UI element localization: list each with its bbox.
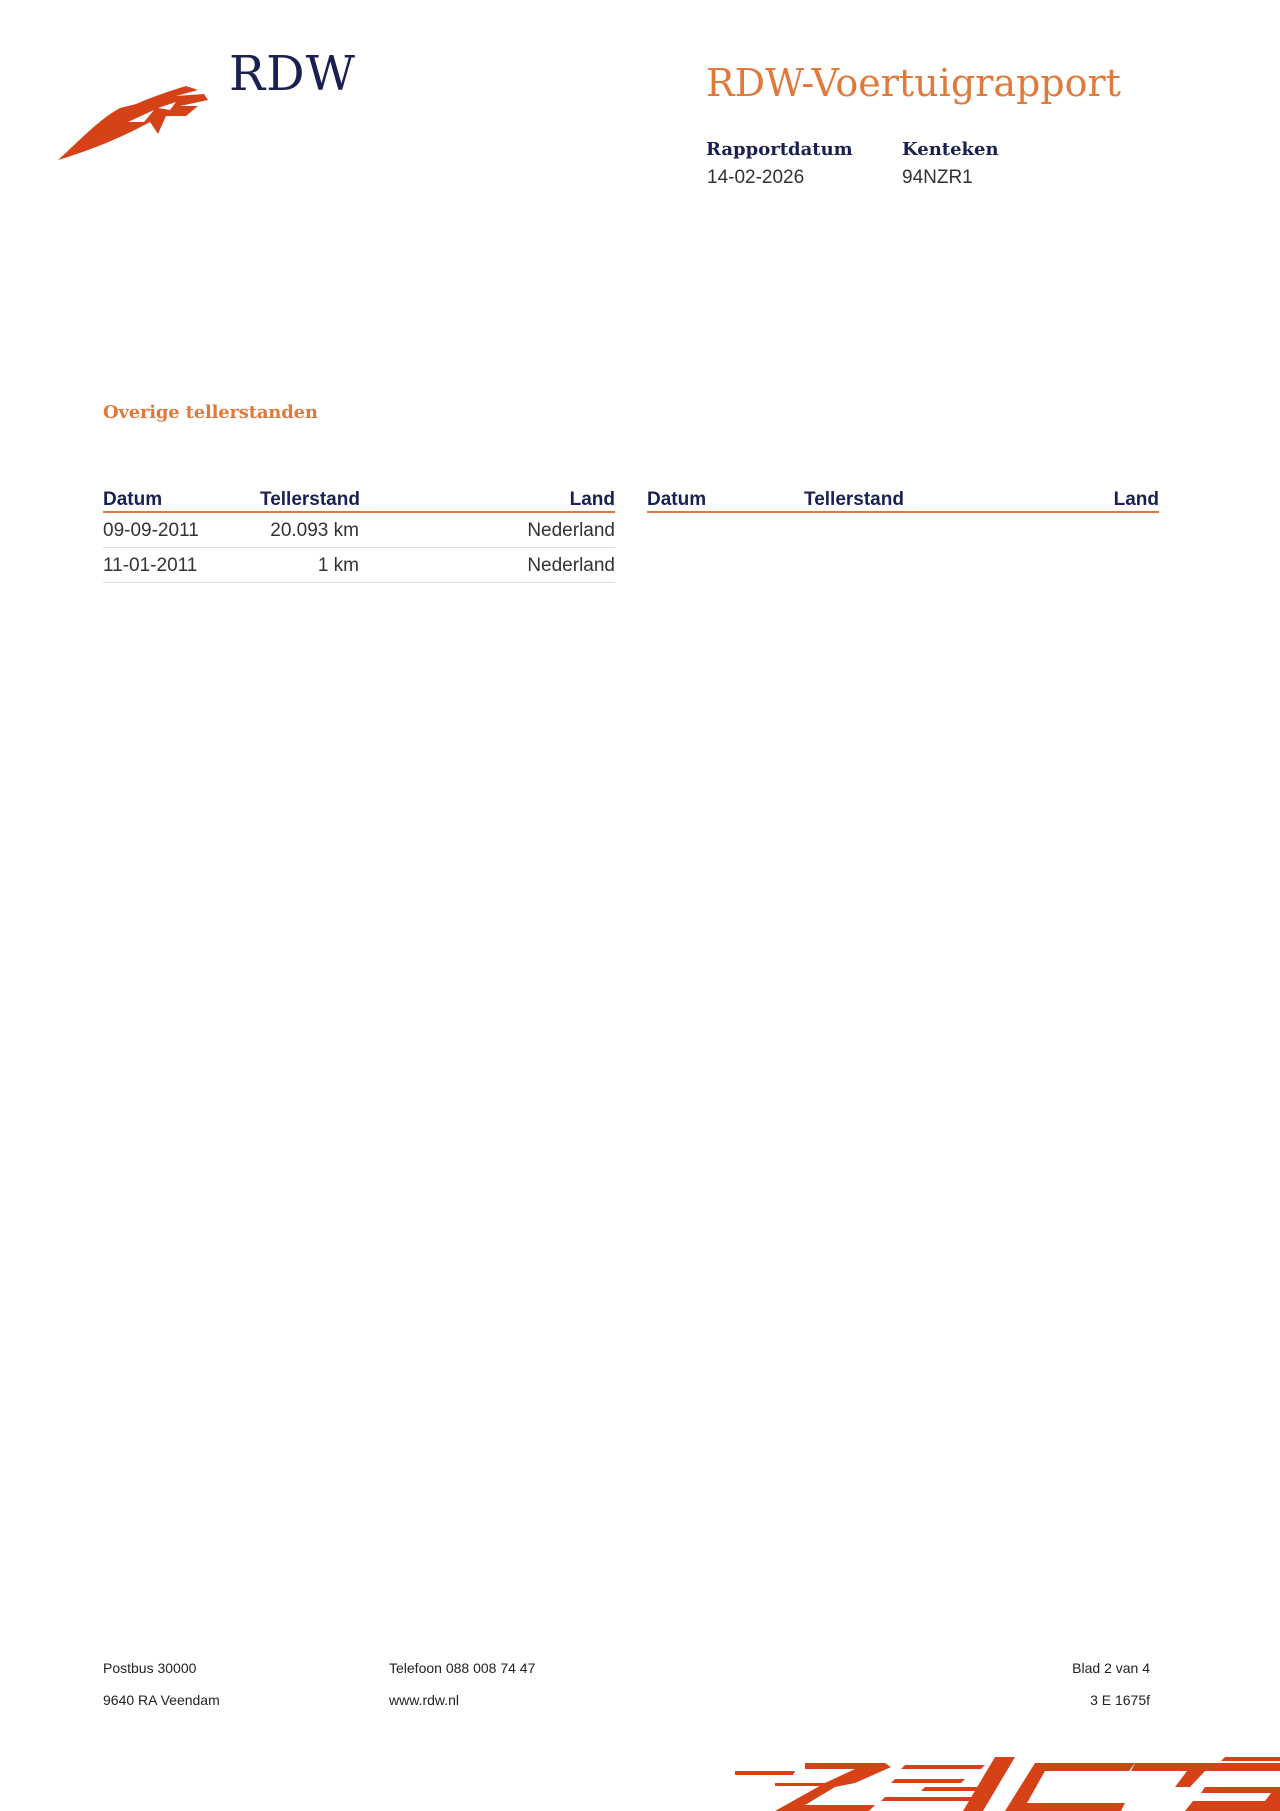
kenteken-label: Kenteken	[902, 139, 999, 160]
section-heading: Overige tellerstanden	[103, 402, 318, 423]
column-header-land: Land	[1113, 489, 1159, 510]
rapportdatum-value: 14-02-2026	[707, 167, 805, 188]
column-header-tellerstand: Tellerstand	[260, 489, 360, 510]
footer-postbus: Postbus 30000	[103, 1660, 197, 1676]
footer-stripes-icon	[735, 1757, 1280, 1811]
cell-datum: 11-01-2011	[103, 555, 198, 576]
footer-document-code: 3 E 1675f	[1090, 1692, 1150, 1708]
cell-tellerstand: 1 km	[317, 555, 359, 576]
cell-tellerstand: 20.093 km	[270, 520, 359, 541]
table-row	[103, 513, 615, 548]
cell-land: Nederland	[527, 555, 615, 576]
odometer-table-right	[647, 485, 1159, 513]
footer-website[interactable]: www.rdw.nl	[389, 1692, 460, 1708]
table-header	[647, 485, 1159, 513]
column-header-tellerstand: Tellerstand	[804, 489, 904, 510]
kenteken-value: 94NZR1	[902, 167, 973, 188]
table-row	[103, 548, 615, 583]
footer-telefoon: Telefoon 088 008 74 47	[389, 1660, 536, 1676]
table-header	[103, 485, 615, 513]
column-header-land: Land	[569, 489, 615, 510]
column-header-datum: Datum	[103, 489, 163, 510]
footer-address: 9640 RA Veendam	[103, 1692, 220, 1708]
report-title: RDW-Voertuigrapport	[706, 61, 1121, 105]
rapportdatum-label: Rapportdatum	[706, 139, 853, 160]
cell-land: Nederland	[527, 520, 615, 541]
footer-page-number: Blad 2 van 4	[1072, 1660, 1150, 1676]
column-header-datum: Datum	[647, 489, 707, 510]
logo-text: RDW	[229, 46, 356, 102]
odometer-table-left	[103, 485, 615, 583]
cell-datum: 09-09-2011	[103, 520, 199, 541]
rdw-logo-mark-icon	[58, 82, 208, 162]
